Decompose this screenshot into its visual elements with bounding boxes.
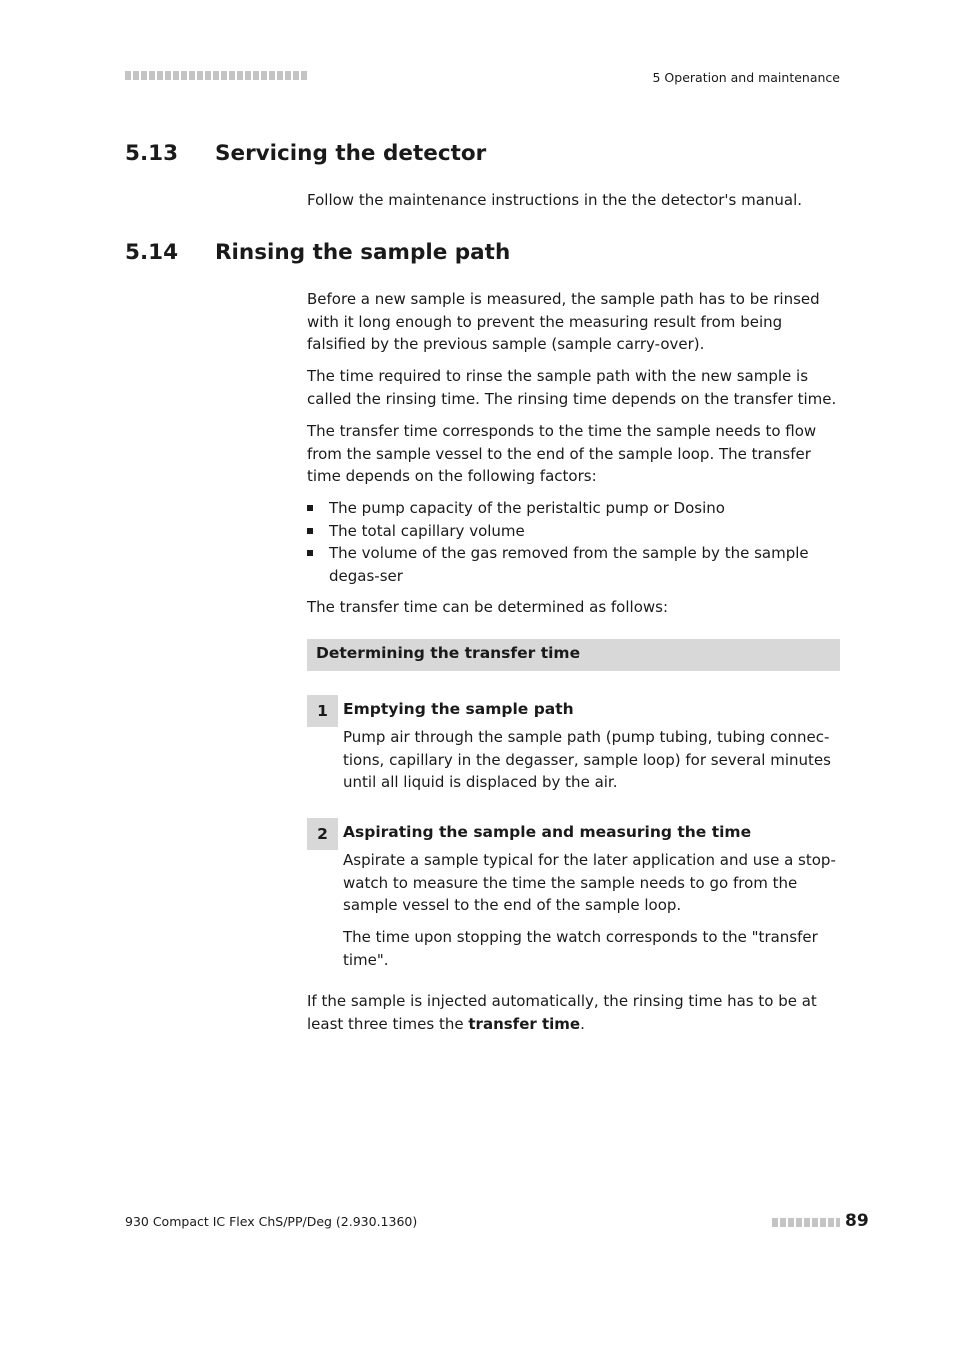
list-item-text: The total capillary volume bbox=[329, 521, 525, 540]
emphasis: transfer time bbox=[468, 1014, 581, 1033]
step-text-2 bbox=[343, 926, 841, 971]
footer-decoration bbox=[772, 1218, 840, 1227]
paragraph-2 bbox=[307, 365, 842, 410]
step-title: Aspirating the sample and measuring the time bbox=[343, 823, 752, 841]
step-text bbox=[343, 726, 841, 794]
step-text bbox=[343, 849, 841, 917]
paragraph: The transfer time can be determined as follows: bbox=[307, 598, 669, 616]
paragraph: The time upon stopping the watch corresponds to the "transfer time". bbox=[343, 928, 818, 969]
list-item bbox=[307, 520, 842, 543]
paragraph-1 bbox=[307, 288, 842, 356]
header-decoration bbox=[125, 71, 307, 80]
list-item-text: The pump capacity of the peristaltic pump or Dosino bbox=[329, 499, 725, 517]
list-item-text: The volume of the gas removed from the sample by the sample degas-ser bbox=[329, 544, 809, 585]
step-title: Emptying the sample path bbox=[343, 700, 574, 718]
lead-in bbox=[307, 596, 842, 619]
section-5-13-text bbox=[307, 189, 842, 212]
bullet-icon bbox=[307, 528, 313, 534]
paragraph: The time required to rinse the sample path with the new sample is called the rinsing time. The rinsing time depends on the transfer time. bbox=[307, 367, 837, 408]
text-run: . bbox=[580, 1014, 585, 1033]
bullet-icon bbox=[307, 505, 313, 511]
page-number: 89 bbox=[845, 1211, 869, 1231]
factor-list bbox=[307, 497, 842, 587]
paragraph: Follow the maintenance instructions in the the detector's manual. bbox=[307, 191, 803, 209]
section-title: Rinsing the sample path bbox=[215, 240, 511, 265]
paragraph: Aspirate a sample typical for the later application and use a stop-watch to measure the time the sample needs to go from the sample vessel to the end of the sample loop. bbox=[343, 851, 836, 914]
closing-paragraph bbox=[307, 990, 842, 1035]
bullet-icon bbox=[307, 550, 313, 556]
section-number: 5.14 bbox=[125, 240, 179, 265]
list-item bbox=[307, 542, 842, 587]
paragraph: Pump air through the sample path (pump tubing, tubing connec-tions, capillary in the degasser, sample loop) for several minutes until all liquid is displaced by the air. bbox=[343, 728, 831, 791]
product-name: 930 Compact IC Flex ChS/PP/Deg (2.930.1360) bbox=[125, 1214, 418, 1229]
heading-5-14 bbox=[125, 240, 510, 265]
section-title: Servicing the detector bbox=[215, 141, 487, 166]
procedure-title: Determining the transfer time bbox=[316, 644, 581, 662]
paragraph: The transfer time corresponds to the time the sample needs to flow from the sample vessel to the end of the sample loop. The transfer time depends on the following factors: bbox=[307, 422, 817, 485]
step-number: 2 bbox=[307, 818, 338, 850]
paragraph-3 bbox=[307, 420, 842, 488]
list-item bbox=[307, 497, 842, 520]
step-number: 1 bbox=[307, 695, 338, 727]
procedure-header bbox=[307, 639, 840, 671]
heading-5-13 bbox=[125, 141, 486, 166]
section-number: 5.13 bbox=[125, 141, 179, 166]
chapter-title: 5 Operation and maintenance bbox=[652, 70, 840, 85]
paragraph: Before a new sample is measured, the sample path has to be rinsed with it long enough to prevent the measuring result from being falsified by the previous sample (sample carry-over). bbox=[307, 290, 820, 353]
paragraph bbox=[307, 990, 842, 1035]
text-run: If the sample is injected automatically, the rinsing time has to be at least three times the bbox=[307, 992, 817, 1033]
